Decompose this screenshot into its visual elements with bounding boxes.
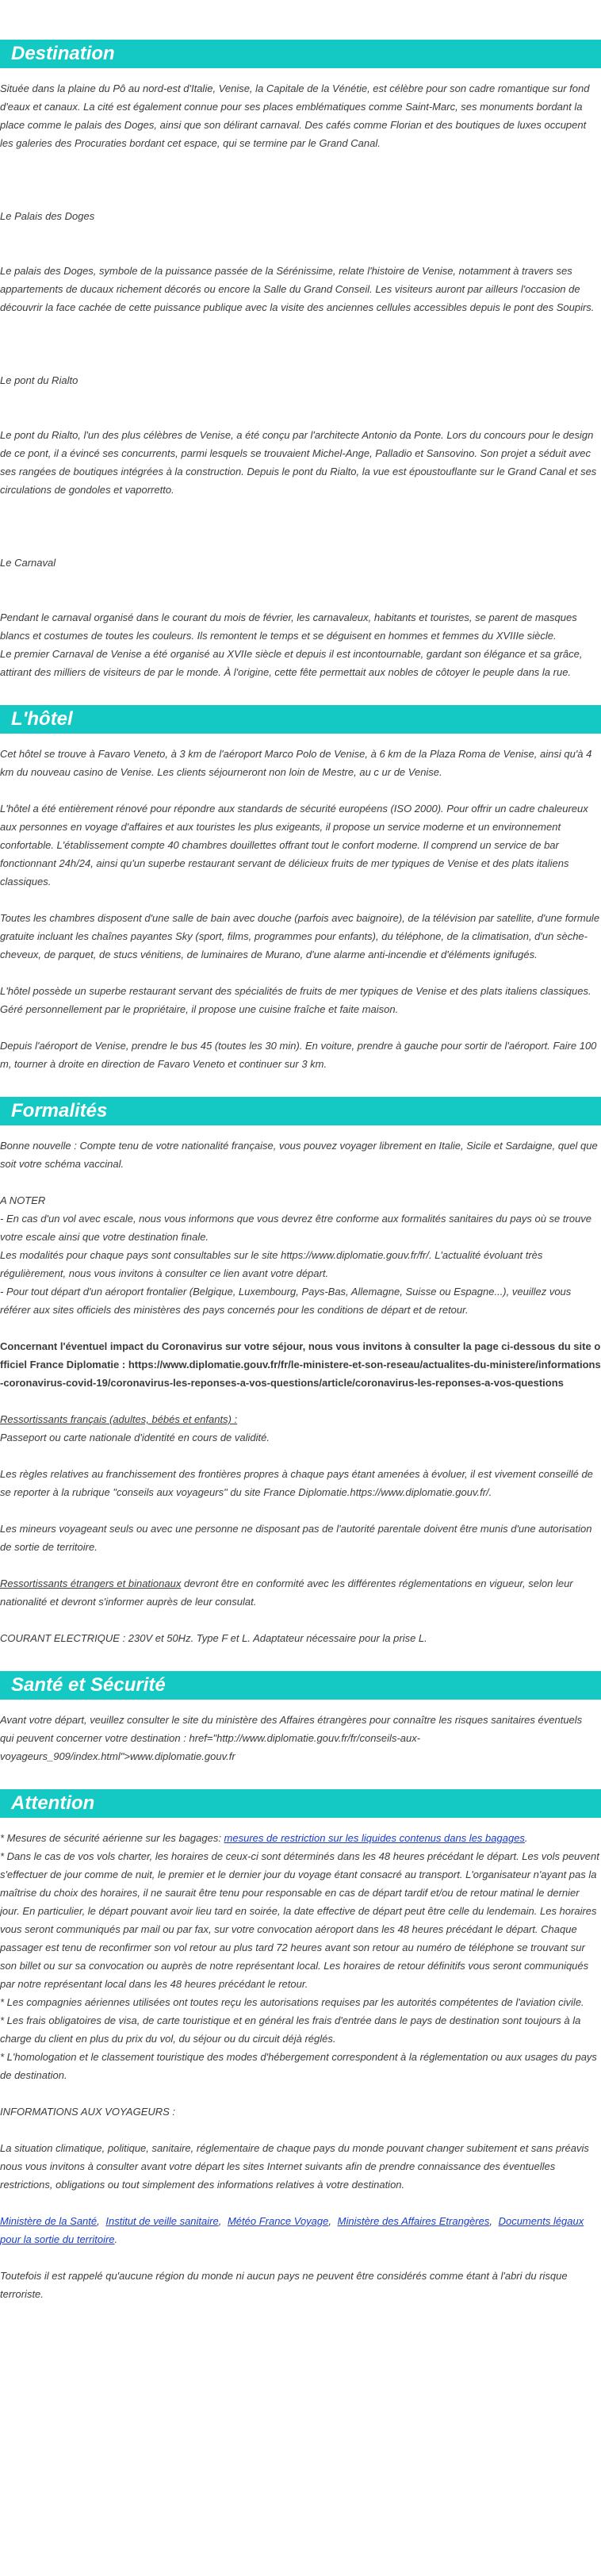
- hotel-p2: L'hôtel a été entièrement rénové pour répondre aux standards de sécurité européens (ISO 2000). Pour offrir un cadre chaleureux aux personnes en voyage d'affaires et aux touristes les plus exigeants, il propose un service moderne et un environnement confortable. L'établissement compte 40 chambres douillettes offrant tout le confort moderne. Il comprend un service de bar fonctionnant 24h/24, ainsi qu'un superbe restaurant servant de délicieux fruits de mer typiques de Venise et des plats italiens classiques.: [0, 803, 588, 887]
- note-3: - Pour tout départ d'un aéroport frontalier (Belgique, Luxembourg, Pays-Bas, Allemagne, Suisse ou Espagne...), veuillez vous référer aux sites officiels des ministères des pays concernés pour les conditions de départ et de retour.: [0, 1286, 572, 1316]
- charter-text: * Dans le cas de vos vols charter, les horaires de ceux-ci sont déterminés dans les 48 heures précédant le départ. Les vols peuvent s'effectuer de jour comme de nuit, le premier et le dernier jour du voyage étant consacré au transport. L'organisateur n'ayant pas la maîtrise du choix des horaires, il ne saurait être tenu pour responsable en cas de départ tardif et/ou de retour matinal le dernier jour. En particulier, le départ pouvant avoir lieu tard en soirée, la date effective de départ peut être celle du lendemain. Les horaires vous seront communiqués par mail ou par fax, sur votre convocation aéroport dans les 48 heures précédant le départ. Chaque passager est tenu de reconfirmer son vol retour au plus tard 72 heures avant son retour au numéro de téléphone se trouvant sur son billet ou sur sa convocation ou auprès de notre représentant local. Les horaires de retour définitifs vous seront communiqués par notre représentant local dans les 48 heures précédant le retour.: [0, 1850, 599, 1990]
- courant-text: COURANT ELECTRIQUE : 230V et 50Hz. Type F et L. Adaptateur nécessaire pour la prise L.: [0, 1632, 427, 1644]
- attention-section: [0, 1789, 601, 2303]
- note-1: - En cas d'un vol avec escale, nous vous informons que vous devrez être conforme aux formalités sanitaires du pays où se trouve votre escale ainsi que votre destination finale.: [0, 1213, 592, 1243]
- etrangers-text: devront être en conformité avec les différentes réglementations en vigueur, selon leur nationalité et devront s'informer auprès de leur consulat.: [0, 1577, 573, 1608]
- link-meteo-france[interactable]: Météo France Voyage: [227, 2215, 329, 2227]
- terror-text: Toutefois il est rappelé qu'aucune région du monde ni aucun pays ne peuvent être considérés comme étant à l'abri du risque terroriste.: [0, 2270, 568, 2300]
- destination-section: [0, 40, 601, 681]
- link-documents-legaux[interactable]: Documents légaux pour la sortie du territoire: [0, 2215, 584, 2245]
- bagages-prefix: * Mesures de sécurité aérienne sur les bagages:: [0, 1832, 224, 1844]
- hotel-p4: L'hôtel possède un superbe restaurant servant des spécialités de fruits de mer typiques de Venise et des plats italiens classiques. Géré personnellement par le propriétaire, il propose une cuisine fraîche et faite maison.: [0, 985, 591, 1015]
- etrangers-label: Ressortissants étrangers et binationaux: [0, 1577, 182, 1589]
- hotel-title: L'hôtel: [0, 705, 601, 734]
- link-institut-veille[interactable]: Institut de veille sanitaire: [105, 2215, 219, 2227]
- bagages-link[interactable]: mesures de restriction sur les liquides contenus dans les bagages: [224, 1832, 525, 1844]
- sante-text: Avant votre départ, veuillez consulter le site du ministère des Affaires étrangères pour connaître les risques sanitaires éventuels qui peuvent concerner votre destination : href="http://www.diplomatie.gouv.fr/fr/conseils-aux-voyageurs_909/index.html">www.diplomatie.gouv.fr: [0, 1714, 583, 1762]
- info-links: Ministère de la Santé, Institut de veille sanitaire, Météo France Voyage, Ministère des Affaires Etrangères, Documents légaux pour la sortie du territoire.: [0, 2215, 584, 2245]
- sante-section: [0, 1671, 601, 1765]
- coronavirus-notice: Concernant l'éventuel impact du Coronavirus sur votre séjour, nous vous invitons à consulter la page ci-dessous du site officiel France Diplomatie : https://www.diplomatie.gouv.fr/fr/le-ministere-et-son-reseau/actualites-du-ministere/informations-coronavirus-covid-19/coronavirus-les-reponses-a-vos-questions/article/coronavirus-les-reponses-a-vos-questions: [0, 1340, 601, 1389]
- hotel-p3: Toutes les chambres disposent d'une salle de bain avec douche (parfois avec baignoire), de la télévision par satellite, d'une formule gratuite incluant les chaînes payantes Sky (sport, films, programmes pour enfants), du téléphone, de la climatisation, d'un sèche-cheveux, de parquet, de stucs vénitiens, de luminaires de Murano, d'une alarme anti-incendie et d'éléments ignifugés.: [0, 912, 600, 960]
- note-2: Les modalités pour chaque pays sont consultables sur le site https://www.diplomatie.gouv.fr/fr/. L'actualité évoluant très régulièrement, nous vous invitons à consulter ce lien avant votre départ.: [0, 1249, 543, 1279]
- link-affaires-etrangeres[interactable]: Ministère des Affaires Etrangères: [337, 2215, 490, 2227]
- info-title: INFORMATIONS AUX VOYAGEURS :: [0, 2106, 176, 2118]
- formalites-section: [0, 1097, 601, 1647]
- hotel-p5: Depuis l'aéroport de Venise, prendre le bus 45 (toutes les 30 min). En voiture, prendre à gauche pour sortir de l'aéroport. Faire 100 m, tourner à droite en direction de Favaro Veneto et continuer sur 3 km.: [0, 1040, 597, 1070]
- destination-intro: Située dans la plaine du Pô au nord-est d'Italie, Venise, la Capitale de la Vénétie, est célèbre pour son cadre romantique sur fond d'eaux et canaux. La cité est également connue pour ses places emblématiques comme Saint-Marc, ses monuments bordant la place comme le palais des Doges, ainsi que son délirant carnaval. Des cafés comme Florian et des boutiques de luxes occupent les galeries des Procuraties bordant cet espace, qui se termine par le Grand Canal.: [0, 82, 590, 149]
- info-text: La situation climatique, politique, sanitaire, réglementaire de chaque pays du monde pouvant changer subitement et sans préavis nous vous invitons à consulter avant votre départ les sites Internet suivants afin de prendre connaissance des éventuelles restrictions, obligations ou tout simplement des informations relatives à votre destination.: [0, 2142, 589, 2191]
- hotel-p1: Cet hôtel se trouve à Favaro Veneto, à 3 km de l'aéroport Marco Polo de Venise, à 6 km de la Plaza Roma de Venise, ainsi qu'à 4 km du nouveau casino de Venise. Les clients séjourneront non loin de Mestre, au c ur de Venise.: [0, 748, 592, 778]
- ressortissants-fr-text: Passeport ou carte nationale d'identité en cours de validité.: [0, 1432, 270, 1443]
- carnaval-title: Le Carnaval: [0, 557, 56, 569]
- bagages-paragraph: [0, 1829, 601, 1847]
- frais-text: * Les frais obligatoires de visa, de carte touristique et en général les frais d'entrée dans le pays de destination sont toujours à la charge du client en plus du prix du vol, du séjour ou du circuit déjà réglés.: [0, 2014, 581, 2045]
- sante-title: Santé et Sécurité: [0, 1671, 601, 1700]
- homologation-text: * L'homologation et le classement touristique des modes d'hébergement correspondent à la réglementation ou aux usages du pays de destination.: [0, 2051, 597, 2081]
- attention-title: Attention: [0, 1789, 601, 1818]
- palais-title: Le Palais des Doges: [0, 210, 95, 222]
- regles-text: Les règles relatives au franchissement des frontières propres à chaque pays étant amenées à évoluer, il est vivement conseillé de se reporter à la rubrique "conseils aux voyageurs" du site France Diplomatie.https://www.diplomatie.gouv.fr/.: [0, 1468, 593, 1498]
- ressortissants-fr-title: Ressortissants français (adultes, bébés et enfants) :: [0, 1413, 238, 1425]
- palais-text: Le palais des Doges, symbole de la puissance passée de la Sérénissime, relate l'histoire de Venise, notamment à travers ses appartements de ducaux richement décorés ou encore la Salle du Grand Conseil. Les visiteurs auront par ailleurs l'occasion de découvrir la face cachée de cette puissance publique avec la visite des anciennes cellules accessibles depuis le pont des Soupirs.: [0, 265, 595, 313]
- link-ministere-sante[interactable]: Ministère de la Santé: [0, 2215, 98, 2227]
- rialto-title: Le pont du Rialto: [0, 374, 78, 386]
- formalites-title: Formalités: [0, 1097, 601, 1125]
- etrangers-paragraph: [0, 1574, 601, 1611]
- carnaval-text-2: Le premier Carnaval de Venise a été organisé au XVIIe siècle et depuis il est incontournable, gardant son élégance et sa grâce, attirant des milliers de visiteurs de par le monde. À l'origine, cette fête permettait aux nobles de côtoyer le peuple dans la rue.: [0, 648, 583, 678]
- hotel-section: [0, 705, 601, 1073]
- compagnies-text: * Les compagnies aériennes utilisées ont toutes reçu les autorisations requises par les autorités compétentes de l'aviation civile.: [0, 1996, 584, 2008]
- destination-title: Destination: [0, 40, 601, 68]
- rialto-text: Le pont du Rialto, l'un des plus célèbres de Venise, a été conçu par l'architecte Antonio da Ponte. Lors du concours pour le design de ce pont, il a évincé ses concurrents, parmi lesquels se trouvaient Michel-Ange, Palladio et Sansovino. Son projet a séduit avec ses rangées de boutiques intégrées à la construction. Depuis le pont du Rialto, la vue est époustouflante sur le Grand Canal et ses circulations de gondoles et vaporretto.: [0, 429, 597, 496]
- carnaval-text-1: Pendant le carnaval organisé dans le courant du mois de février, les carnavaleux, habitants et touristes, se parent de masques blancs et costumes de toutes les couleurs. Ils remontent le temps et se déguisent en hommes et femmes du XVIIIe siècle.: [0, 611, 577, 642]
- formalites-p1: Bonne nouvelle : Compte tenu de votre nationalité française, vous pouvez voyager librement en Italie, Sicile et Sardaigne, quel que soit votre schéma vaccinal.: [0, 1140, 598, 1170]
- bagages-suffix: .: [524, 1832, 528, 1844]
- mineurs-text: Les mineurs voyageant seuls ou avec une personne ne disposant pas de l'autorité parentale doivent être munis d'une autorisation de sortie de territoire.: [0, 1523, 592, 1553]
- note-title: A NOTER: [0, 1194, 46, 1206]
